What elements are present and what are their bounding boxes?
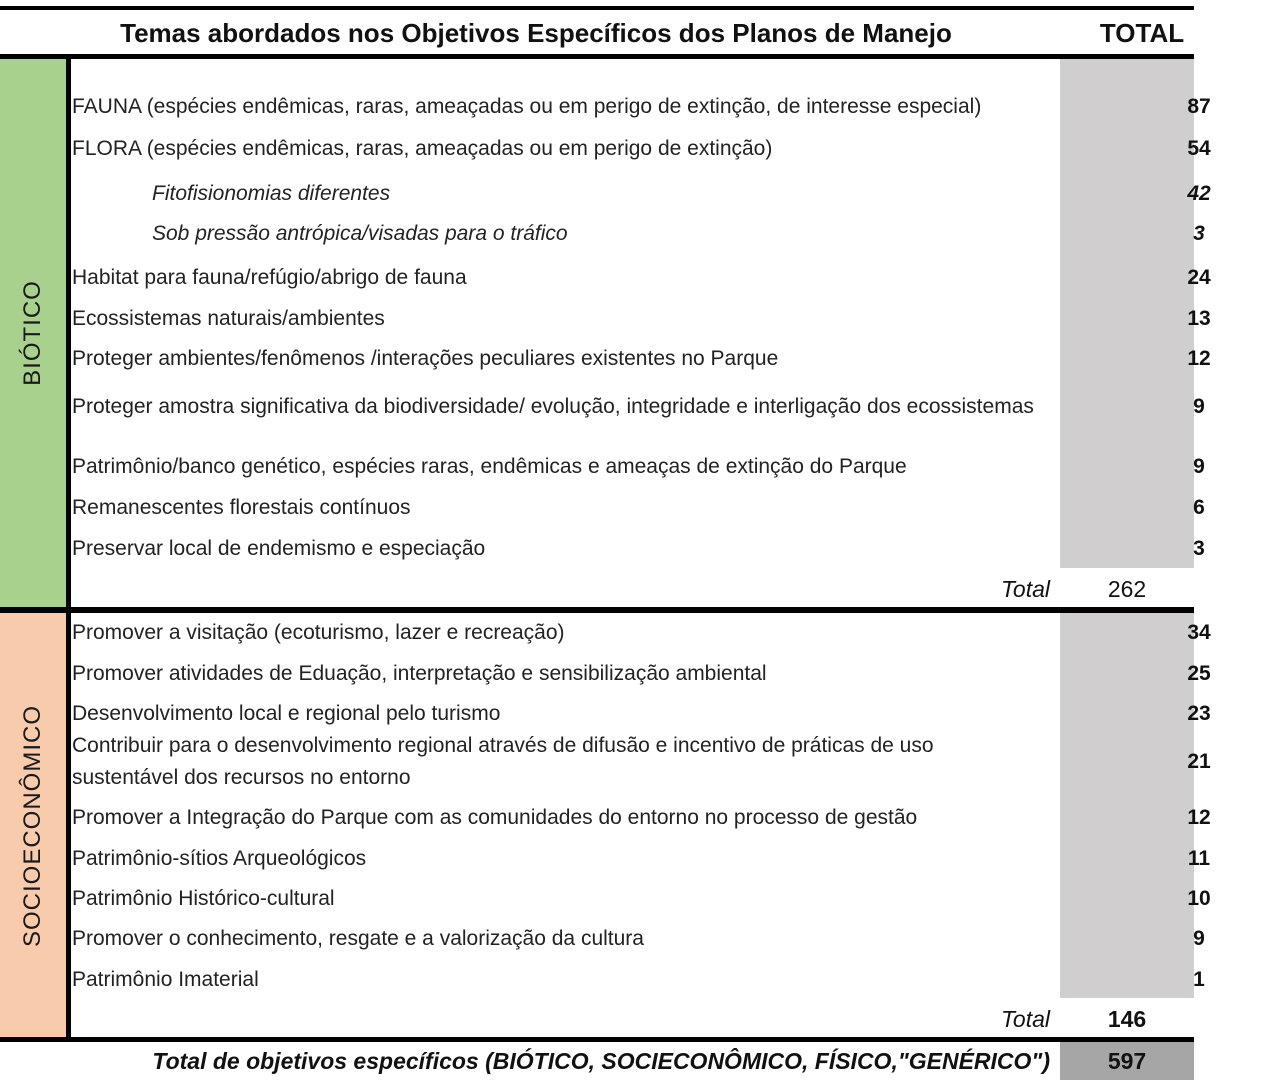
grand-total-value: 597 [1107,1048,1147,1074]
row-value: 9 [1193,395,1205,418]
section-rule [0,607,1194,613]
row-value: 3 [1193,537,1205,560]
table-row [72,451,1205,483]
row-label: Habitat para fauna/refúgio/abrigo de fauna [72,266,467,289]
row-value: 13 [1187,307,1211,330]
table-row [72,492,1205,524]
biotico-band [0,59,66,607]
row-value: 25 [1187,662,1211,685]
row-label: Ecossistemas naturais/ambientes [72,307,385,330]
table-row [72,843,1211,875]
row-label: Promover a Integração do Parque com as comunidades do entorno no processo de gestão [72,806,918,829]
row-value: 54 [1187,137,1211,160]
biotico-subtotal-row [72,569,1194,609]
table-row [72,533,1205,565]
table-row [72,375,1205,439]
table-row [72,802,1211,834]
row-label: Promover o conhecimento, resgate e a valorização da cultura [72,927,644,950]
table-title: Temas abordados nos Objetivos Específicos dos Planos de Manejo [120,18,952,48]
header-rule [0,54,1194,59]
total-column-header: TOTAL [1099,18,1185,48]
table-row [72,883,1211,915]
socioeconomico-band [0,613,66,1038]
socioeconomico-label: SOCIOECONÔMICO [19,704,46,947]
table-row [72,178,1211,210]
table-row [72,91,1211,123]
row-label: Promover a visitação (ecoturismo, lazer e recreação) [72,621,565,644]
table-row [72,343,1211,375]
table-row [72,303,1211,335]
row-value: 9 [1193,455,1205,478]
row-label: Desenvolvimento local e regional pelo turismo [72,702,501,725]
table-row [72,698,1211,730]
subtotal-label: Total [1000,576,1050,602]
row-label: Patrimônio/banco genético, espécies raras, endêmicas e ameaças de extinção do Parque [72,455,907,478]
row-value: 42 [1187,182,1211,205]
top-rule [0,6,1194,10]
row-label: Promover atividades de Eduação, interpretação e sensibilização ambiental [72,662,767,685]
table-row [72,964,1205,996]
row-value: 9 [1193,927,1205,950]
subtotal-label: Total [1000,1006,1050,1032]
row-label: Fitofisionomias diferentes [152,182,391,205]
table-row [72,730,1211,794]
row-label: Proteger amostra significativa da biodiversidade/ evolução, integridade e interligação dos ecossistemas [72,395,1034,418]
row-label: Remanescentes florestais contínuos [72,496,411,519]
biotico-label: BIÓTICO [19,280,46,386]
row-value: 23 [1187,702,1211,725]
table-row [72,617,1211,649]
row-label: Patrimônio Histórico-cultural [72,887,335,910]
row-value: 87 [1187,95,1211,118]
socioeconomico-subtotal-row [72,999,1194,1039]
row-label: Preservar local de endemismo e especiação [72,537,486,560]
table-row [72,218,1205,250]
row-label: Patrimônio-sítios Arqueológicos [72,847,367,870]
row-value: 34 [1187,621,1211,644]
row-value: 10 [1187,887,1211,910]
subtotal-value: 146 [1107,1006,1147,1032]
row-value: 6 [1193,496,1205,519]
row-label: Patrimônio Imaterial [72,968,259,991]
row-value: 3 [1193,222,1205,245]
row-value: 12 [1187,806,1211,829]
subtotal-value: 262 [1107,576,1147,602]
row-value: 1 [1193,968,1205,991]
row-label: Proteger ambientes/fenômenos /interações peculiares existentes no Parque [72,347,779,370]
band-divider [66,59,71,1042]
row-value: 12 [1187,347,1211,370]
row-value: 11 [1187,847,1211,870]
table-row [72,262,1211,294]
table-row [72,923,1205,955]
row-value: 24 [1187,266,1211,289]
table-row [72,658,1211,690]
row-label: Contribuir para o desenvolvimento regional através de difusão e incentivo de práticas de uso sustentável dos recursos no entorno [72,734,934,789]
row-label: FLORA (espécies endêmicas, raras, ameaçadas ou em perigo de extinção) [72,137,773,160]
grand-total-label: Total de objetivos específicos (BIÓTICO, SOCIECONÔMICO, FÍSICO,"GENÉRICO") [152,1048,1050,1074]
row-label: Sob pressão antrópica/visadas para o tráfico [152,222,568,245]
table-row [72,133,1211,165]
row-value: 21 [1187,750,1211,773]
row-label: FAUNA (espécies endêmicas, raras, ameaçadas ou em perigo de extinção, de interesse especial) [72,95,982,118]
